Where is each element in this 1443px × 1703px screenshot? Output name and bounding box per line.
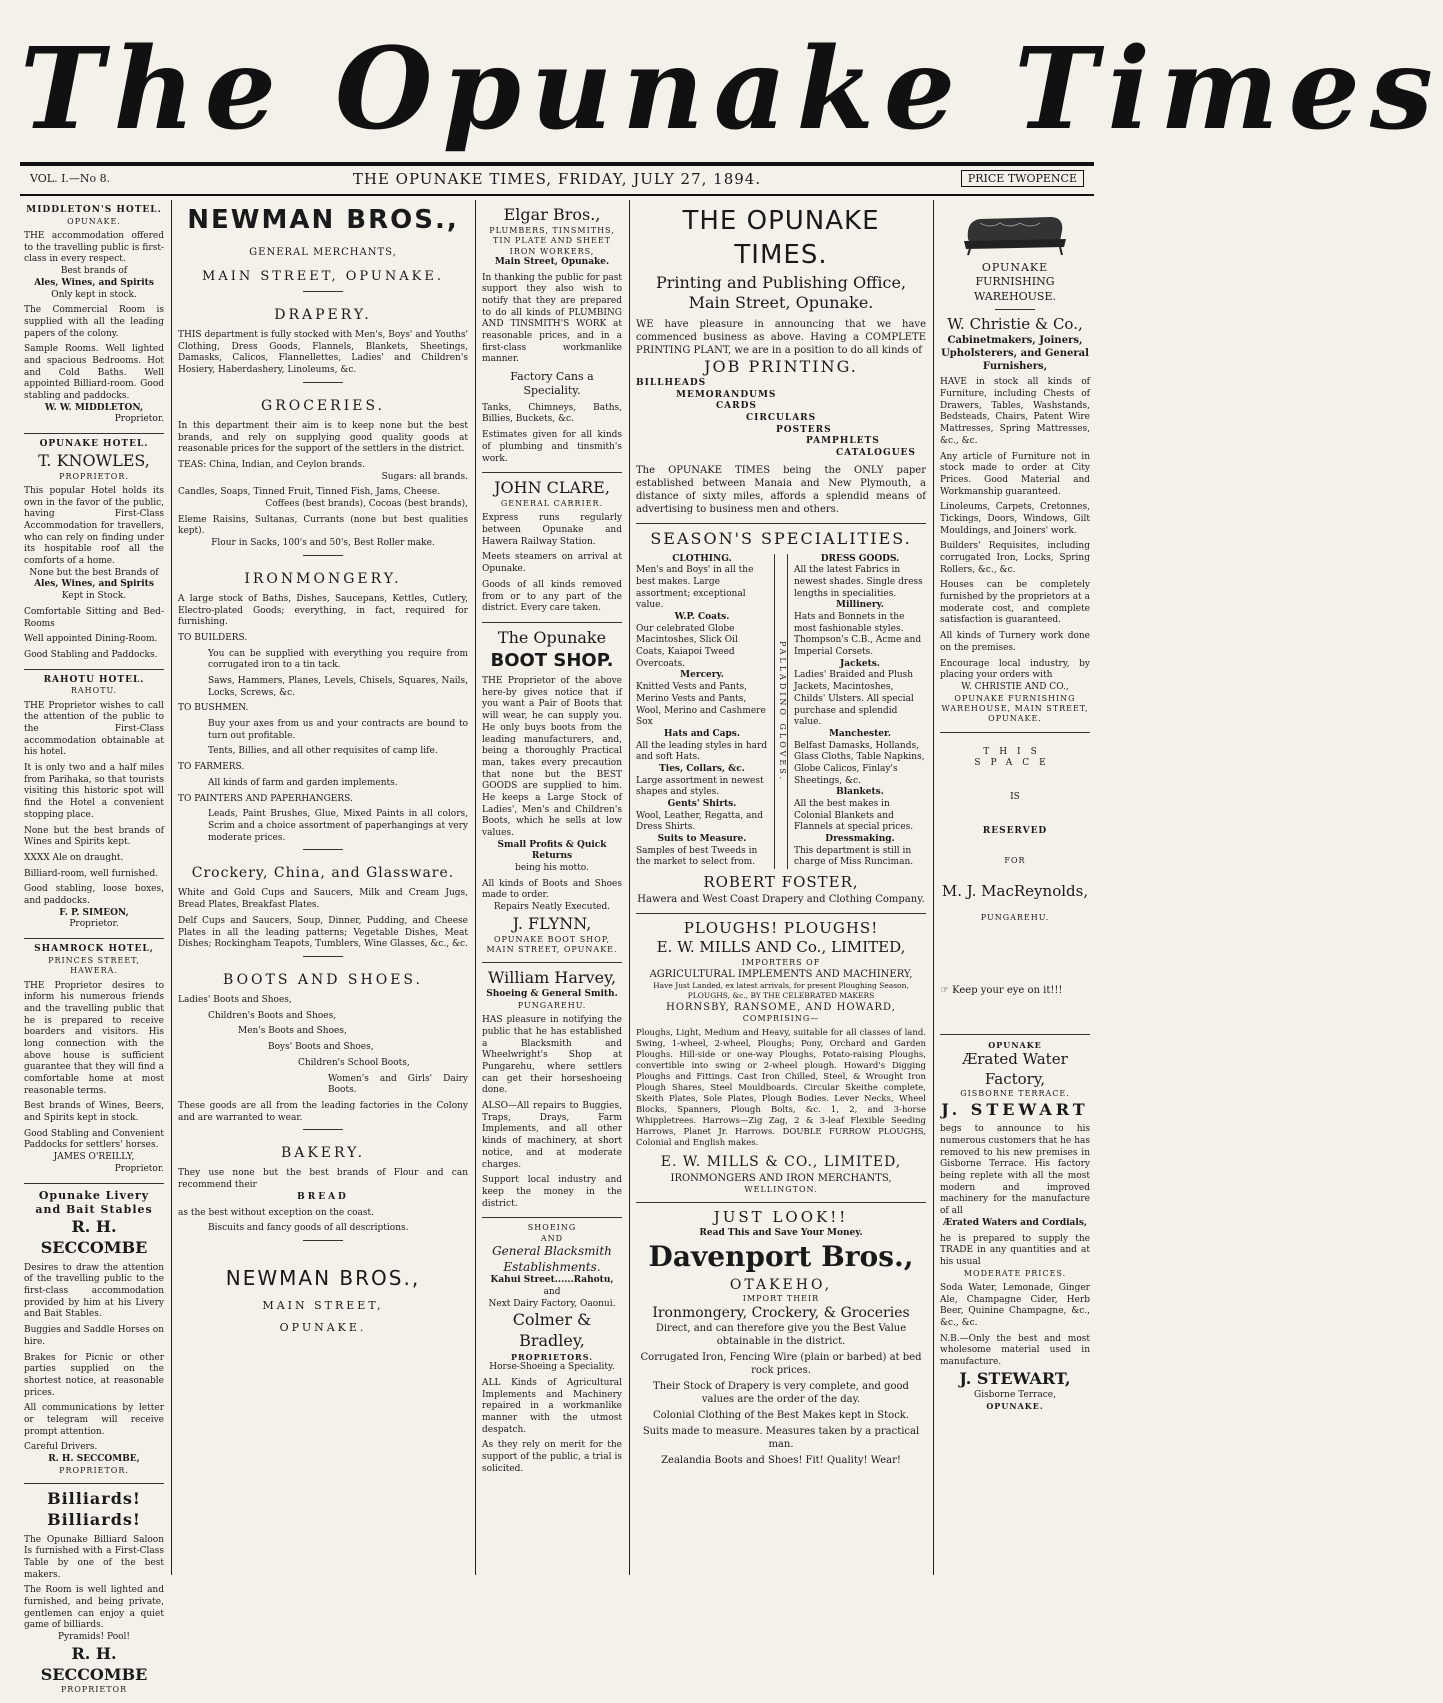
ad-owner: W. CHRISTIE AND CO., <box>961 681 1069 692</box>
ad-owner: Colmer & Bradley, <box>512 1310 592 1351</box>
ad-owner: W. W. MIDDLETON, <box>44 402 144 413</box>
ad-place: WELLINGTON. <box>744 1184 818 1194</box>
ad-title: MIDDLETON'S HOTEL. <box>26 205 162 215</box>
section-text: A large stock of Baths, Dishes, Saucepans, Kettles, Cutlery, Electro-plated Goods; everything, in fact, required for furnishing. <box>178 593 468 628</box>
ad-role: PROPRIETOR. <box>59 471 129 481</box>
ad-heading: IS <box>1010 792 1020 803</box>
section-text: TO BUSHMEN. <box>178 703 249 714</box>
ad-text: Suits made to measure. Measures taken by a practical man. <box>642 1426 920 1451</box>
ad-aerated-water <box>940 1035 1090 1419</box>
ad-subtitle: AGRICULTURAL IMPLEMENTS AND MACHINERY, <box>649 969 913 981</box>
ad-text: Goods of all kinds removed from or to any part of the district. Every care taken. <box>482 579 622 614</box>
section-text: TO FARMERS. <box>178 762 245 773</box>
ad-owner: T. KNOWLES, <box>38 450 150 470</box>
ad-davenport-bros <box>636 1203 926 1474</box>
ad-title: SHAMROCK HOTEL, <box>34 944 154 955</box>
ad-text: Zealandia Boots and Shoes! Fit! Quality! Wear! <box>661 1455 901 1467</box>
ad-title: OPUNAKE HOTEL. <box>39 439 149 450</box>
ad-heading: MODERATE PRICES. <box>963 1268 1067 1278</box>
list-item: MEMORANDUMS <box>676 389 777 400</box>
ad-note <box>940 984 1090 997</box>
section-text: All kinds of farm and garden implements. <box>208 777 398 788</box>
ad-shamrock-hotel <box>24 939 164 1183</box>
ad-owner: R. H. SECCOMBE, <box>48 1454 140 1464</box>
section-heading: GROCERIES. <box>261 397 385 414</box>
section-text: TEAS: China, Indian, and Ceylon brands. <box>178 459 365 470</box>
ad-owner: F. P. SIMEON, <box>59 907 129 918</box>
ad-text: Soda Water, Lemonade, Ginger Ale, Champagne Cider, Herb Beer, Quinine Champagne, &c., &c., &c. <box>940 1283 1090 1329</box>
specialities-right <box>794 554 926 870</box>
footer-title: NEWMAN BROS., <box>225 1265 421 1290</box>
ad-title: W. Christie & Co., <box>947 314 1083 333</box>
ad-text: Ploughs, Light, Medium and Heavy, suitable for all classes of land. Swing, 1-wheel, 2-wheel, Ploughs; Pony, Orchard and Garden Ploughs. Hill-side or one-way Ploughs, Potato-raising Ploughs, convertible into swing or 2-wheel plough. Howard's Digging Ploughs and Fittings. Cast Iron Chilled, Steel, & Wrought Iron Plough Shares, Steel Mouldboards. Circular Skeithe complete, Skeith Plates, Sole Plates, Plough Bodies. Lever Necks, Wheel Blocks, Spanners, Plough Bolts, &c. 1, 2, and 3-horse Whippletrees. Harrows—Zig Zag, 2 & 3-leaf Flexible Seeding Harrows, Planet Jr. Harrows. DOUBLE FURROW PLOUGHS, Colonial and English makes. <box>636 1027 926 1149</box>
section-text: THIS department is fully stocked with Men's, Boys' and Youths' Clothing, Dress Goods, Flannels, Blankets, Sheetings, Damasks, Calicos, Flannellettes, Ladies' and Children's Hosiery, Haberdashery, Linoleums, &c. <box>178 329 468 375</box>
ad-text: Any article of Furniture not in stock made to order at City Prices. Good Material and Workmanship guaranteed. <box>940 451 1090 497</box>
ad-address: OPUNAKE FURNISHING WAREHOUSE, MAIN STREET, OPUNAKE. <box>941 693 1089 724</box>
specialities-grid <box>636 554 926 870</box>
item-text: Hats and Bonnets in the most fashionable styles. Thompson's C.B., Acme and Imperial Corsets. <box>794 612 922 658</box>
ad-text: COMPRISING— <box>742 1013 820 1023</box>
section-text: They use none but the best brands of Flour and can recommend their <box>178 1168 468 1191</box>
ad-title: General Blacksmith Establishments. <box>492 1244 612 1274</box>
ad-text: Direct, and can therefore give you the Best Value obtainable in the district. <box>655 1323 907 1348</box>
ad-owner: J. STEWART, <box>959 1368 1071 1388</box>
ad-role: PROPRIETORS. <box>511 1351 593 1362</box>
ad-heading: JUST LOOK!! <box>713 1208 849 1227</box>
section-text: Candles, Soaps, Tinned Fruit, Tinned Fish, Jams, Cheese. <box>178 487 441 498</box>
ad-text: Billiard-room, well furnished. <box>24 868 159 879</box>
column-3 <box>476 200 628 1575</box>
dateline <box>30 170 1084 192</box>
ad-text: Support local industry and keep the money in the district. <box>482 1175 622 1209</box>
section-text: TO PAINTERS AND PAPERHANGERS. <box>178 793 353 804</box>
ad-heading: Ærated Waters and Cordials, <box>942 1217 1088 1228</box>
section-text: BREAD <box>297 1191 349 1202</box>
ad-text: As they rely on merit for the support of the public, a trial is solicited. <box>482 1440 622 1474</box>
ad-title: PLOUGHS! PLOUGHS! <box>683 918 879 937</box>
ad-text: Careful Drivers. <box>24 1442 98 1453</box>
section-heading: Crockery, China, and Glassware. <box>191 865 455 882</box>
ad-role: PROPRIETOR <box>60 1685 128 1695</box>
ad-text: All communications by letter or telegram will receive prompt attention. <box>24 1403 164 1437</box>
column-4 <box>630 200 932 1575</box>
ad-text: It is only two and a half miles from Parihaka, so that tourists visiting this historic spot will find the Hotel a convenient stopping place. <box>24 763 164 820</box>
ad-text: None but the best brands of Wines and Spirits kept. <box>24 825 164 848</box>
ad-text: begs to announce to his numerous customers that he has removed to his new premises in Gisborne Terrace. His factory being replete with all the most modern and improved machinery for the manufacture of all <box>940 1124 1090 1217</box>
ad-text: The OPUNAKE TIMES being the ONLY paper established between Manaia and New Plymouth, a distance of sixty miles, affords a splendid means of advertising to business men and others. <box>636 464 926 515</box>
ad-owner: R. H. SECCOMBE <box>40 1643 148 1684</box>
ad-place: RAHOTU. <box>70 686 118 696</box>
list-item: POSTERS <box>776 424 832 435</box>
ad-heading: OPUNAKE <box>981 261 1049 274</box>
ad-role: PROPRIETOR. <box>59 1465 129 1475</box>
section-text: Children's Boots and Shoes, <box>208 1010 337 1021</box>
ad-company: E. W. MILLS AND Co., LIMITED, <box>656 938 906 957</box>
ad-title: Davenport Bros., <box>648 1240 914 1274</box>
ad-text: Ales, Wines, and Spirits <box>34 579 154 590</box>
ad-rahotu-hotel <box>24 670 164 939</box>
ad-subtitle: GENERAL CARRIER. <box>500 498 604 508</box>
ad-role: Proprietor. <box>114 414 164 425</box>
ad-subtitle: Main Street, Opunake. <box>688 293 874 313</box>
specialities-left <box>636 554 768 870</box>
print-list <box>636 378 926 460</box>
item-text: Wool, Leather, Regatta, and Dress Shirts. <box>636 810 763 833</box>
ad-text: Linoleums, Carpets, Cretonnes, Tickings, Doors, Windows, Gilt Mouldings, and Joiners' work. <box>940 502 1090 536</box>
ad-subtitle: Printing and Publishing Office, <box>655 272 907 292</box>
list-item: PAMPHLETS <box>806 436 880 447</box>
ad-reserved-space <box>940 733 1090 1035</box>
ad-text: Houses can be completely furnished by the proprietors at a moderate cost, and complete satisfaction is guaranteed. <box>940 580 1090 626</box>
ad-seasons-specialities <box>636 524 926 914</box>
ad-place: OPUNAKE. <box>986 1401 1044 1412</box>
section-text: Saws, Hammers, Planes, Levels, Chisels, Squares, Nails, Locks, Screws, &c. <box>208 676 468 698</box>
section-text: Coffees (best brands), Cocoas (best brands), <box>265 498 468 509</box>
ad-place: OTAKEHO, <box>729 1276 833 1293</box>
ad-john-clare <box>482 473 622 623</box>
item-text: Samples of best Tweeds in the market to select from. <box>636 845 758 868</box>
ad-title: Opunake Livery and Bait Stables <box>35 1188 153 1216</box>
ad-subtitle: IMPORTERS OF <box>741 957 821 967</box>
item-text: Men's and Boys' in all the best makes. Large assortment; exceptional value. <box>636 565 754 611</box>
item-text: Knitted Vests and Pants, Merino Vests and Pants, Wool, Merino and Cashmere Sox <box>636 682 766 728</box>
ad-text: Ales, Wines, and Spirits <box>34 277 154 288</box>
ad-address: and <box>543 1286 561 1297</box>
ad-text: The Opunake Billiard Saloon Is furnished with a First-Class Table by one of the best makers. <box>24 1534 164 1580</box>
ad-text: Builders' Requisites, including corrugated Iron, Locks, Spring Rollers, &c., &c. <box>940 541 1090 575</box>
volume-number: VOL. I.—No 8. <box>30 172 111 185</box>
ad-heading: OPUNAKE <box>988 1039 1042 1050</box>
ad-text: THE Proprietor of the above here-by gives notice that if you want a Pair of Boots that will wear, he can supply you. He only buys boots from the leading manufacturers, and, being a thoroughly Practical man, takes every precaution that none but the BEST GOODS are supplied to him. He keeps a Large Stock of Ladies', Men's and Children's Boots, which he sells at low values. <box>482 676 622 838</box>
ad-title: Elgar Bros., <box>503 205 601 224</box>
item-text: All the latest Fabrics in newest shades. Single dress lengths in specialities. <box>794 565 923 599</box>
divider <box>303 382 343 383</box>
ad-text: Colonial Clothing of the Best Makes kept in Stock. <box>652 1410 910 1422</box>
ad-subtitle: GENERAL MERCHANTS, <box>249 246 397 258</box>
ad-title: BOOT SHOP. <box>490 649 614 671</box>
ad-subtitle: Cabinetmakers, Joiners, Upholsterers, and General Furnishers, <box>941 335 1089 373</box>
ad-text: being his motto. <box>515 863 589 874</box>
ad-role: Proprietor. <box>114 1163 164 1174</box>
masthead-rule <box>20 162 1094 166</box>
ad-owner: JAMES O'REILLY, <box>53 1152 135 1163</box>
list-item: CARDS <box>716 401 757 412</box>
section-text: Boys' Boots and Shoes, <box>268 1042 374 1053</box>
ad-text: Express runs regularly between Opunake and Hawera Railway Station. <box>482 513 622 547</box>
ad-opunake-times <box>636 200 926 524</box>
ad-text: Their Stock of Drapery is very complete, and good values are the order of the day. <box>653 1381 909 1406</box>
item-heading: W.P. Coats. <box>674 612 730 623</box>
ad-title: William Harvey, <box>487 968 617 988</box>
ad-text: Meets steamers on arrival at Opunake. <box>482 552 622 575</box>
ad-place: PUNGAREHU. <box>980 913 1050 923</box>
ad-opunake-hotel <box>24 434 164 670</box>
section-text: Flour in Sacks, 100's and 50's, Best Roller make. <box>211 538 435 548</box>
footer-town: OPUNAKE. <box>279 1321 367 1335</box>
ad-text: Pyramids! Pool! <box>57 1632 131 1643</box>
ad-text: Brakes for Picnic or other parties supplied on the shortest notice, at reasonable prices. <box>24 1352 164 1398</box>
ad-heading: THIS SPACE <box>974 746 1056 769</box>
ad-text: All kinds of Turnery work done on the premises. <box>940 631 1090 653</box>
item-text: Ladies' Braided and Plush Jackets, Macintoshes, Childs' Ulsters. All special purchase and splendid value. <box>794 670 914 728</box>
section-heading: BAKERY. <box>280 1145 366 1162</box>
column-1 <box>18 200 170 1695</box>
ad-text: Good stabling, loose boxes, and paddocks. <box>24 884 164 906</box>
ad-title: SEASON'S SPECIALITIES. <box>650 528 912 548</box>
divider <box>303 1240 343 1241</box>
ad-text: HORNSBY, RANSOME, AND HOWARD, <box>666 1001 896 1013</box>
dateline-text: THE OPUNAKE TIMES, FRIDAY, JULY 27, 1894. <box>352 170 762 188</box>
ad-owner: ROBERT FOSTER, <box>703 873 859 892</box>
section-text: Leads, Paint Brushes, Glue, Mixed Paints in all colors, Scrim and a choice assortment of paperhangings at very moderate prices. <box>208 809 468 843</box>
ad-text: Good Stabling and Convenient Paddocks for settlers' horses. <box>24 1128 164 1151</box>
ad-owner: M. J. MacReynolds, <box>941 881 1089 900</box>
ad-text: Desires to draw the attention of the travelling public to the first-class accommodation provided by him at his Livery and Bait Stables. <box>24 1262 164 1320</box>
section-text: Biscuits and fancy goods of all descriptions. <box>208 1223 409 1234</box>
ad-place: PUNGAREHU. <box>517 1000 587 1010</box>
pointing-hand-icon: ☞ <box>940 984 949 996</box>
section-text: Children's School Boots, <box>298 1057 410 1068</box>
item-heading: Mercery. <box>680 670 724 681</box>
ad-text: THE accommodation offered to the travelling public is first-class in every respect. <box>24 231 164 265</box>
masthead-title: The Opunake Times <box>20 24 1443 155</box>
divider <box>303 849 343 850</box>
ad-heading: RESERVED <box>982 825 1048 836</box>
divider <box>995 309 1035 310</box>
ad-text: Have Just Landed, ex latest arrivals, for present Ploughing Season, PLOUGHS, &c., BY THE CELEBRATED MAKERS <box>653 981 909 1000</box>
ad-subtitle: IRONMONGERS AND IRON MERCHANTS, <box>670 1172 892 1184</box>
ad-livery-stables <box>24 1184 164 1485</box>
ad-heading: JOB PRINTING. <box>704 357 858 377</box>
ad-text: ALSO—All repairs to Buggies, Traps, Drays, Farm Implements, and all other kinds of machinery, at short notice, and at moderate charges. <box>482 1101 622 1170</box>
divider <box>303 1129 343 1130</box>
divider <box>303 555 343 556</box>
section-text: Sugars: all brands. <box>381 471 468 482</box>
ad-text: The Commercial Room is supplied with all the leading papers of the colony. <box>24 305 164 339</box>
ad-subtitle: IMPORT THEIR <box>742 1293 820 1303</box>
section-text: Eleme Raisins, Sultanas, Currants (none but best qualities kept). <box>178 514 468 537</box>
ad-text: HAVE in stock all kinds of Furniture, including Chests of Drawers, Tables, Washstands, Bedsteads, Chairs, Patent Wire Mattresses, Spring Mattresses, &c., &c. <box>940 377 1090 446</box>
ad-text: WE have pleasure in announcing that we have commenced business as above. Having a COMPLETE PRINTING PLANT, we are in a position to do all kinds of <box>636 319 926 357</box>
ad-heading: Read This and Save Your Money. <box>699 1227 863 1238</box>
section-text: You can be supplied with everything you require from corrugated iron to a tin tack. <box>208 648 468 671</box>
ad-address: Next Dairy Factory, Oaonui. <box>488 1298 616 1309</box>
ad-text: Kept in Stock. <box>61 591 127 602</box>
ad-owner: R. H. SECCOMBE <box>40 1217 148 1257</box>
item-heading: Manchester. <box>828 728 892 739</box>
ad-text: Buggies and Saddle Horses on hire. <box>24 1325 164 1347</box>
price-label: PRICE TWOPENCE <box>961 170 1084 187</box>
section-text: Men's Boots and Shoes, <box>238 1026 347 1037</box>
ad-text: Encourage local industry, by placing your orders with <box>940 658 1090 681</box>
item-heading: Dressmaking. <box>825 834 895 845</box>
item-heading: Ties, Collars, &c. <box>659 763 745 774</box>
ad-note-text: Keep your eye on it!!! <box>952 984 1063 996</box>
section-heading: DRAPERY. <box>274 306 372 323</box>
ad-text: ALL Kinds of Agricultural Implements and Machinery repaired in a workmanlike manner with the utmost despatch. <box>482 1377 622 1435</box>
ad-subtitle: Shoeing & General Smith. <box>486 989 618 1000</box>
ad-title: THE OPUNAKE TIMES. <box>682 206 880 270</box>
ad-text: THE Proprietor desires to inform his numerous friends and the travelling public that he is prepared to receive boarders and visitors. His long connection with the above house is sufficient guarantee that they will find a comfortable home at most reasonable terms. <box>24 980 164 1096</box>
ad-boot-shop <box>482 623 622 964</box>
ad-heading: FURNISHING WAREHOUSE. <box>974 275 1056 303</box>
section-text: Ladies' Boots and Shoes, <box>178 995 292 1006</box>
section-text: Tents, Billies, and all other requisites of camp life. <box>208 746 438 757</box>
ad-subtitle: Ironmongery, Crockery, & Groceries <box>652 1305 910 1322</box>
ad-text: Repairs Neatly Executed. <box>493 902 611 913</box>
section-text: Delf Cups and Saucers, Soup, Dinner, Pudding, and Cheese Plates in all the leading patterns; Vegetable Dishes, Meat Dishes; Rockingham Teapots, Tumblers, Wine Glasses, &c., &c. <box>178 915 468 950</box>
ad-text: HAS pleasure in notifying the public that he has established a Blacksmith and Wheelwright's Shop at Pungarehu, where settlers can get their horseshoeing done. <box>482 1015 622 1096</box>
ad-text: Small Profits & Quick Returns <box>497 839 607 862</box>
item-text: This department is still in charge of Miss Runciman. <box>794 845 914 868</box>
ad-address: Gisborne Terrace, <box>974 1389 1056 1400</box>
item-heading: DRESS GOODS. <box>820 553 900 564</box>
ad-text: All kinds of Boots and Shoes made to order. <box>482 878 622 901</box>
ad-title: JOHN CLARE, <box>494 478 610 498</box>
ad-text: Estimates given for all kinds of plumbing and tinsmith's work. <box>482 430 622 464</box>
section-text: These goods are all from the leading factories in the Colony and are warranted to wear. <box>178 1100 468 1123</box>
column-5 <box>934 200 1096 1575</box>
ad-text: Best brands of Wines, Beers, and Spirits kept in stock. <box>24 1101 164 1124</box>
ad-title: Billiards! Billiards! <box>47 1489 141 1529</box>
item-heading: Gents' Shirts. <box>667 799 737 810</box>
ad-text: Good Stabling and Paddocks. <box>24 649 158 660</box>
ad-furnishing-warehouse <box>940 200 1090 733</box>
item-heading: Millinery. <box>836 600 884 611</box>
section-heading: IRONMONGERY. <box>244 570 402 587</box>
item-text: All the leading styles in hard and soft Hats. <box>636 740 768 763</box>
ad-ew-mills <box>636 914 926 1203</box>
ad-address: Main Street, Opunake. <box>494 256 610 267</box>
item-text: All the best makes in Colonial Blankets and Flannels at special prices. <box>794 799 914 833</box>
section-text: TO BUILDERS. <box>178 632 248 643</box>
ad-william-harvey <box>482 963 622 1218</box>
ad-text: Only kept in stock. <box>51 289 137 300</box>
item-text: Large assortment in newest shapes and styles. <box>636 775 764 798</box>
ad-billiards <box>24 1484 164 1703</box>
ad-text: Corrugated Iron, Fencing Wire (plain or barbed) at bed rock prices. <box>640 1352 922 1377</box>
ad-text: Horse-Shoeing a Speciality. <box>489 1362 615 1373</box>
ad-role: Proprietor. <box>69 919 119 930</box>
section-text: White and Gold Cups and Saucers, Milk and Cream Jugs, Bread Plates, Breakfast Plates. <box>178 888 468 911</box>
section-text: Buy your axes from us and your contracts are bound to turn out profitable. <box>208 719 468 741</box>
ad-text: N.B.—Only the best and most wholesome material used in manufacture. <box>940 1333 1090 1368</box>
ad-text: Factory Cans a Speciality. <box>510 370 594 398</box>
list-item: BILLHEADS <box>636 377 707 388</box>
section-text: as the best without exception on the coast. <box>178 1207 375 1218</box>
item-heading: CLOTHING. <box>672 553 732 564</box>
dateline-rule <box>20 194 1094 196</box>
sofa-illustration <box>960 209 1070 257</box>
ad-text: Tanks, Chimneys, Baths, Billies, Buckets, &c. <box>482 402 622 425</box>
ad-place: PRINCES STREET, HAWERA. <box>48 955 140 976</box>
column-2-newman-bros <box>172 200 474 1575</box>
ad-place: GISBORNE TERRACE. <box>960 1089 1070 1099</box>
item-text: Belfast Damasks, Hollands, Glass Cloths, Table Napkins, Globe Calicos, Finlay's Sheetings, &c. <box>794 740 925 786</box>
ad-title: NEWMAN BROS., <box>187 205 459 235</box>
ad-owner: J. FLYNN, <box>512 913 592 933</box>
ad-title: AND <box>540 1233 564 1243</box>
ad-text: Sample Rooms. Well lighted and spacious Bedrooms. Hot and Cold Baths. Well appointed Billiard-room. Good stabling and paddocks. <box>24 344 164 402</box>
ad-subtitle: PLUMBERS, TINSMITHS, TIN PLATE AND SHEET IRON WORKERS, <box>489 225 615 256</box>
ad-address: Kahui Street......Rahotu, <box>490 1275 614 1286</box>
divider <box>303 291 343 292</box>
list-item: CATALOGUES <box>836 448 916 459</box>
item-heading: Suits to Measure. <box>657 834 747 845</box>
section-text: Women's and Girls' Dairy Boots. <box>328 1073 468 1096</box>
ad-address: OPUNAKE BOOT SHOP, MAIN STREET, OPUNAKE. <box>486 934 618 954</box>
ad-title: The Opunake <box>497 627 607 647</box>
ad-text: Comfortable Sitting and Bed-Rooms <box>24 606 164 629</box>
ad-owner: J. STEWART <box>941 1099 1089 1119</box>
ad-text: THE Proprietor wishes to call the attention of the public to the First-Class accommodation obtainable at his hotel. <box>24 700 164 758</box>
ad-heading: FOR <box>1004 855 1026 865</box>
ad-text: he is prepared to supply the TRADE in any quantities and at his usual <box>940 1233 1090 1267</box>
palladino-gloves-banner: PALLADINO GLOVES. <box>774 554 788 870</box>
item-heading: Jackets. <box>840 658 880 669</box>
ad-address: Hawera and West Coast Drapery and Clothing Company. <box>637 893 925 905</box>
ad-text: The Room is well lighted and furnished, and being private, gentlemen can enjoy a quiet game of billiards. <box>24 1585 164 1631</box>
ad-middletons-hotel <box>24 200 164 434</box>
ad-colmer-bradley <box>482 1218 622 1482</box>
ad-text: In thanking the public for past support they also wish to notify that they are prepared to do all kinds of PLUMBING AND TINSMITH'S WORK at reasonable prices, and in a first-class workmanlike manner. <box>482 272 622 365</box>
ad-text: None but the best Brands of <box>29 567 159 578</box>
ad-title: Ærated Water Factory, <box>962 1050 1068 1088</box>
ad-address: MAIN STREET, OPUNAKE. <box>202 268 444 284</box>
ad-text: This popular Hotel holds its own in the favor of the public, having First-Class Accommodation for travellers, who can rely on finding under its hospitable roof all the comforts of a home. <box>24 485 164 567</box>
section-heading: BOOTS AND SHOES. <box>223 971 423 988</box>
section-text: In this department their aim is to keep none but the best brands, and rely on supplying good quality goods at reasonable prices for the support of the settlers in the district. <box>178 420 468 455</box>
ad-text: XXXX Ale on draught. <box>24 852 124 863</box>
ad-place: OPUNAKE. <box>67 216 121 226</box>
ad-elgar-bros <box>482 200 622 473</box>
ad-title: SHOEING <box>527 1223 577 1233</box>
ad-company: E. W. MILLS & CO., LIMITED, <box>660 1154 902 1171</box>
ad-title: RAHOTU HOTEL. <box>43 674 145 685</box>
ad-text: Well appointed Dining-Room. <box>24 634 158 645</box>
item-heading: Hats and Caps. <box>664 728 740 739</box>
item-heading: Blankets. <box>836 787 884 798</box>
divider <box>303 956 343 957</box>
item-text: Our celebrated Globe Macintoshes, Slick Oil Coats, Kaiapoi Tweed Overcoats. <box>636 623 738 669</box>
ad-text: Best brands of <box>60 266 128 277</box>
footer-street: MAIN STREET, <box>262 1298 384 1312</box>
list-item: CIRCULARS <box>746 413 817 424</box>
